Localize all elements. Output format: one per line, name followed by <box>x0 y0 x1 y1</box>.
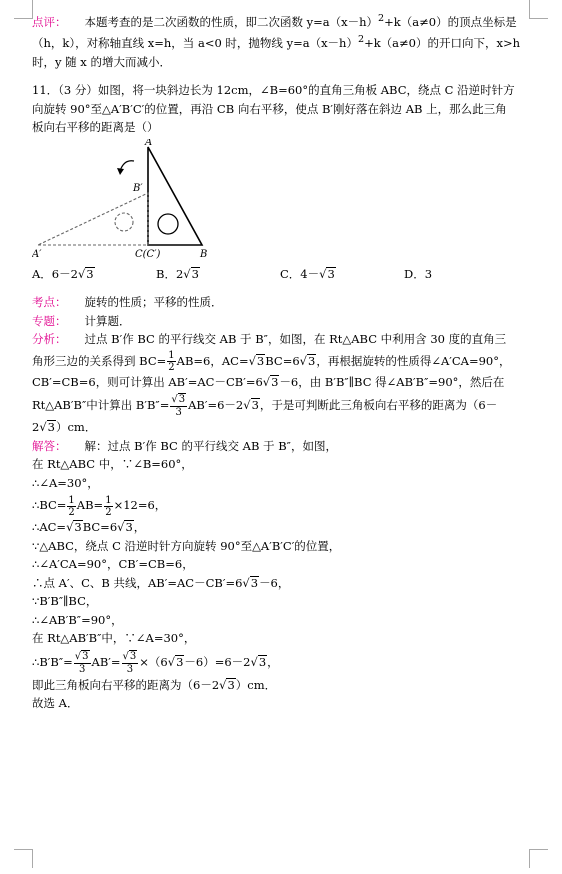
solution-line-10: ∴∠AB′B″=90°， <box>32 612 123 627</box>
review-line-2: （h，k），对称轴直线 x=h，当 a<0 时，抛物线 $y=a(x-h)^2+k(a\ne 0)$的开口向下，x>h <box>32 34 521 51</box>
solution-line-2: 在 Rt△ABC 中，∵∠B=60°， <box>32 457 193 472</box>
solution-tag: 解答： <box>32 438 67 453</box>
option-c: C．4－√3 <box>280 266 335 281</box>
solution-line-3: ∴∠A=30°， <box>32 475 99 490</box>
solution-line-14: 故选 A． <box>32 696 79 711</box>
analysis-line-4: Rt△AB′B″中计算出 B′B″= $\frac{√3}{3}$ AB′=6－2√3，于是可判断此三角板向右平移的距离为（6－ <box>32 394 498 419</box>
kaodian-tag: 考点： <box>32 295 67 310</box>
analysis-line-5: 2√3）cm． <box>32 420 97 435</box>
solution-line-11: 在 Rt△AB′B″中，∵∠A=30°， <box>32 631 196 646</box>
zhuanti-tag: 专题： <box>32 313 67 328</box>
kaodian-line: 考点： 旋转的性质；平移的性质． <box>32 295 223 310</box>
corner-mark-top-left <box>14 0 33 19</box>
solution-line-5: ∴AC=√3BC=6√3， <box>32 520 146 535</box>
question-line-1: 11．（3 分）如图，将一块斜边长为 12cm，∠B=60°的直角三角板 ABC，绕点 C 沿逆时针方 <box>32 83 515 98</box>
solution-line-1: 解答： 解：过点 B′作 BC 的平行线交 AB 于 B″，如图， <box>32 438 337 453</box>
corner-mark-bottom-right <box>529 849 548 868</box>
solution-line-9: ∵B′B″∥BC， <box>32 594 98 609</box>
solution-line-4: ∴BC= $\frac{1}{2}$ AB= $\frac{1}{2}$ ×12=6， <box>32 494 167 518</box>
label-a: A <box>145 138 153 148</box>
label-b: B <box>200 248 208 260</box>
question-line-2: 向旋转 90°至△A′B′C′的位置，再沿 CB 向右平移，使点 B′刚好落在斜边 AB 上，那么此三角 <box>32 101 507 116</box>
label-b-prime: B′ <box>133 182 143 194</box>
analysis-line-3: CB′=CB=6，则可计算出 AB′=AC－CB′=6√3－6，由 B′B″∥BC 得∠AB′B″=90°，然后在 <box>32 375 505 390</box>
review-line-3: 时，y 随 x 的增大而减小． <box>32 54 171 69</box>
solution-line-7: ∴∠A′CA=90°，CB′=CB=6， <box>32 557 194 572</box>
rotation-diagram <box>32 139 232 261</box>
document-body <box>32 10 532 713</box>
solution-line-13: 即此三角板向右平移的距离为（6－2√3）cm． <box>32 677 277 692</box>
review-line-1: 点评： 本题考查的是二次函数的性质，即二次函数 $y=a(x-h)^2+k(a\ne 0)$的顶点坐标是 <box>32 13 517 29</box>
label-c-cprime: C(C′) <box>135 248 161 260</box>
answer-options <box>32 265 532 284</box>
option-b: B．2√3 <box>156 266 199 281</box>
option-a: A．6－2√3 <box>32 266 94 281</box>
question-line-3: 板向右平移的距离是（） <box>32 120 159 135</box>
analysis-tag: 分析： <box>32 332 67 347</box>
triangle-figure <box>32 139 532 261</box>
solution-line-12: ∴B′B″= $\frac{√3}{3}$ AB′= $\frac{√3}{3}$ ×（6√3－6）=6－2√3， <box>32 651 279 676</box>
triangle-abc-hole <box>158 214 178 234</box>
review-tag: 点评： <box>32 14 67 29</box>
corner-mark-bottom-left <box>14 849 33 868</box>
solution-line-6: ∵△ABC，绕点 C 沿逆时针方向旋转 90°至△A′B′C′的位置， <box>32 538 341 553</box>
label-a-prime: A′ <box>32 248 42 260</box>
analysis-line-1: 分析： 过点 B′作 BC 的平行线交 AB 于 B″，如图，在 Rt△ABC 中利用含 30 度的直角三 <box>32 332 507 347</box>
zhuanti-line: 专题： 计算题． <box>32 313 131 328</box>
rotation-arrow-head-icon <box>117 168 124 175</box>
solution-line-8: ∴点 A′、C、B 共线，AB′=AC－CB′=6√3－6， <box>32 575 290 590</box>
triangle-a1b1c1 <box>38 193 148 245</box>
analysis-line-2: 角形三边的关系得到 BC= $\frac{1}{2}$ AB=6，AC=√3BC=6√3，再根据旋转的性质得∠A′CA=90°， <box>32 350 511 374</box>
option-d: D．3 <box>404 266 433 281</box>
triangle-a1b1c1-hole <box>115 213 133 231</box>
